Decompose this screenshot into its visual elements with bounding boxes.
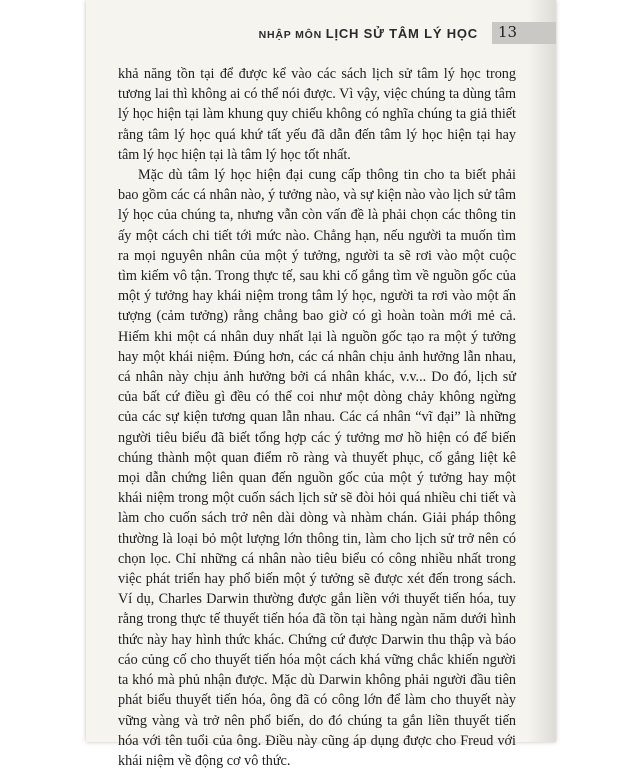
page-header xyxy=(86,18,556,48)
page-number-tab xyxy=(492,22,556,44)
page-gutter-shadow xyxy=(528,0,556,742)
page-number: 13 xyxy=(498,23,518,41)
running-title xyxy=(259,26,478,41)
body-text xyxy=(118,64,516,771)
paragraph-continued: khả năng tồn tại để được kể vào các sách lịch sử tâm lý học trong tương lai thì không ai có thể nói được. Vì vậy, việc chúng ta dùng tâm lý học hiện tại làm khung quy chiếu không có nghĩa chúng ta giả thiết rằng tâm lý học quá khứ tất yếu đã dẫn đến tâm lý học hiện tại hay tâm lý học hiện tại là tâm lý học tốt nhất. xyxy=(118,66,516,163)
book-page xyxy=(86,0,556,769)
paragraph: Mặc dù tâm lý học hiện đại cung cấp thông tin cho ta biết phải bao gồm các cá nhân nào, ý tưởng nào, và sự kiện nào vào lịch sử tâm lý học của chúng ta, nhưng vẫn còn vấn đề là phải chọn các thông tin ấy một cách chi tiết tới mức nào. Chẳng hạn, nếu người ta muốn tìm ra mọi nguyên nhân của một ý tưởng, người ta sẽ rơi vào một cuộc tìm kiếm vô tận. Trong thực tế, sau khi cố gắng tìm về nguồn gốc của một ý tưởng hay khái niệm trong tâm lý học, người ta rơi vào một ấn tượng (cảm tưởng) rằng chẳng bao giờ có gì hoàn toàn mới mẻ cả. Hiếm khi một cá nhân duy nhất lại là nguồn gốc tạo ra một ý tưởng hay một khái niệm. Đúng hơn, các cá nhân chịu ảnh hưởng lẫn nhau, cá nhân này chịu ảnh hưởng bởi cá nhân khác, v.v... Do đó, lịch sử của bất cứ điều gì đều có thể coi như một dòng chảy không ngừng của các sự kiện tương quan lẫn nhau. Các cá nhân “vĩ đại” là những người tiêu biểu đã biết tổng hợp các ý tưởng mơ hồ hiện có để biến chúng thành một quan điểm rõ ràng và thuyết phục, cố gắng liệt kê mọi dẫn chứng liên quan đến nguồn gốc của một ý tưởng hay một khái niệm trong một cuốn sách lịch sử sẽ đòi hỏi quá nhiều chi tiết và làm cho cuốn sách trở nên dài dòng và nhàm chán. Giải pháp thông thường là loại bỏ một lượng lớn thông tin, làm cho lịch sử trở nên có chọn lọc. Chỉ những cá nhân nào tiêu biểu có công nhiều nhất trong việc phát triển hay phổ biến một ý tưởng sẽ được xét đến trong sách. Ví dụ, Charles Darwin thường được gắn liền với thuyết tiến hóa, tuy rằng trong thực tế thuyết tiến hóa đã tồn tại hàng ngàn năm dưới hình thức này hay hình thức khác. Chứng cứ được Darwin thu thập và báo cáo củng cố cho thuyết tiến hóa một cách khá vững chắc khiến người ta khó mà phủ nhận được. Mặc dù Darwin không phải người đầu tiên phát biểu thuyết tiến hóa, ông đã có công lớn để làm cho thuyết này vững vàng và trở nên phổ biến, do đó chúng ta gắn liền thuyết tiến hóa với tên tuổi của ông. Điều này cũng áp dụng được cho Freud với khái niệm về động cơ vô thức. xyxy=(118,167,516,769)
running-title-main: LỊCH SỬ TÂM LÝ HỌC xyxy=(325,26,478,41)
running-title-prefix: NHẬP MÔN xyxy=(258,29,326,41)
